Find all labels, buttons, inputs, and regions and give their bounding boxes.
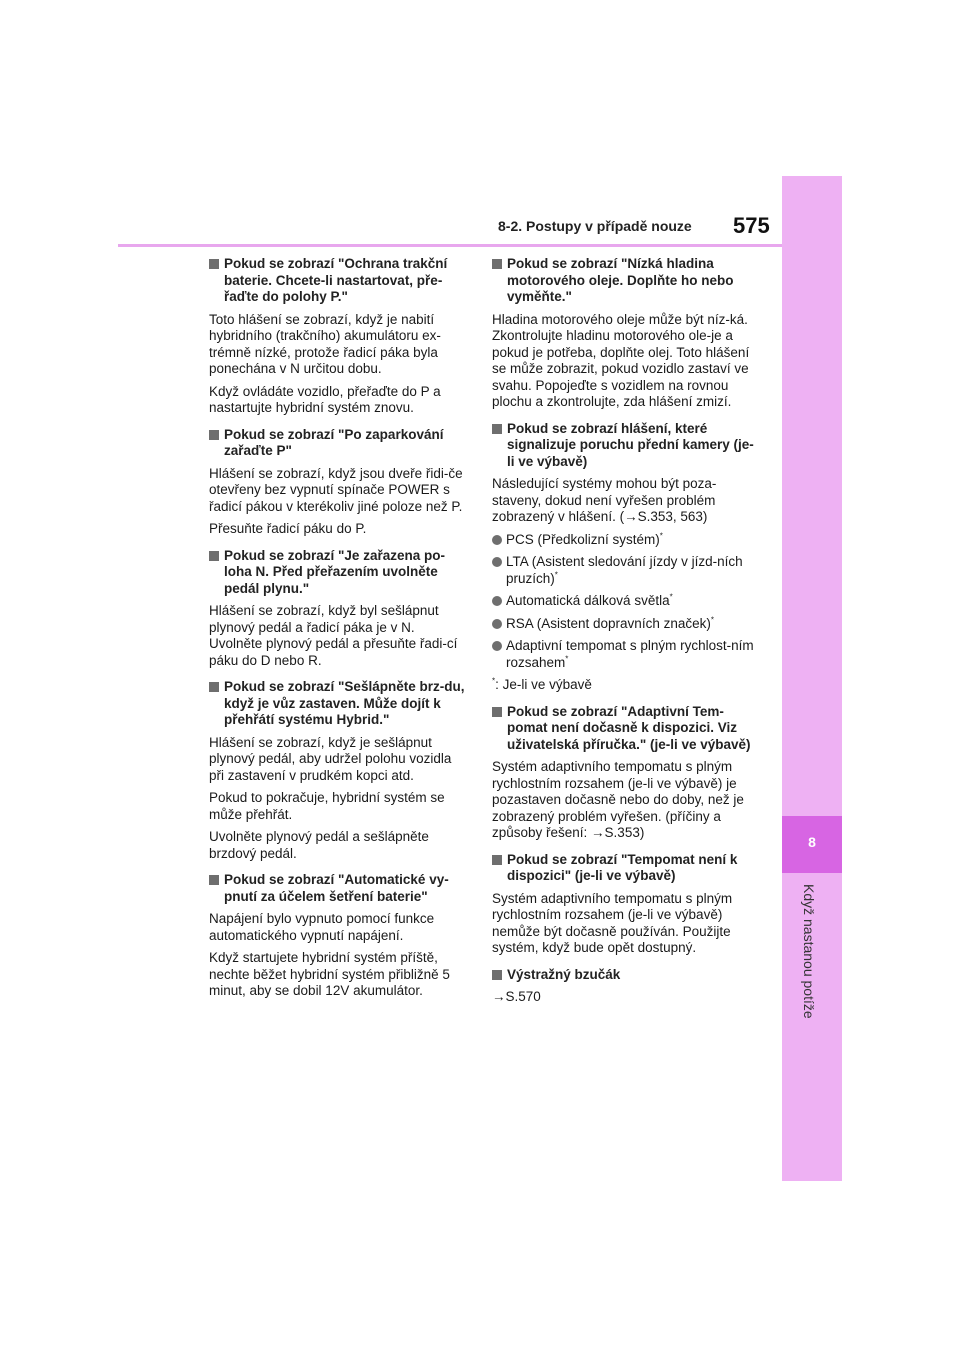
section-heading: Pokud se zobrazí "Automatické vy-pnutí za účelem šetření baterie" (209, 872, 467, 905)
list-item: Automatická dálková světla* (492, 593, 754, 610)
header-divider (118, 244, 782, 247)
paragraph: Hlášení se zobrazí, když je sešlápnut plynový pedál, aby udržel polohu vozidla při zastavení v prudkém kopci atd. (209, 734, 452, 783)
paragraph: Když startujete hybridní systém příště, nechte běžet hybridní systém přibližně 5 minut, aby se dobil 12V akumulátor. (209, 950, 450, 998)
paragraph: Hlášení se zobrazí, když jsou dveře řidi-če otevřeny bez vypnutí spínače POWER s řadicí pákou v kterékoliv jiné poloze než P. (209, 465, 463, 514)
square-bullet-icon (209, 259, 219, 269)
list-item: Adaptivní tempomat s plným rychlost-ním rozsahem* (492, 638, 754, 671)
page-number: 575 (733, 213, 770, 238)
page-reference: →S.570 (492, 989, 541, 1004)
list-item: RSA (Asistent dopravních značek)* (492, 616, 754, 633)
circle-bullet-icon (492, 557, 502, 567)
chapter-number-box (782, 816, 842, 873)
square-bullet-icon (492, 855, 502, 865)
section-heading: Pokud se zobrazí "Nízká hladina motorového oleje. Doplňte ho nebo vyměňte." (492, 256, 754, 306)
section-heading: Pokud se zobrazí "Sešlápněte brz-du, když je vůz zastaven. Může dojít k přehřátí systému Hybrid." (209, 679, 467, 729)
square-bullet-icon (492, 970, 502, 980)
circle-bullet-icon (492, 596, 502, 606)
paragraph: Napájení bylo vypnuto pomocí funkce automatického vypnutí napájení. (209, 911, 435, 943)
section-heading: Pokud se zobrazí "Adaptivní Tem-pomat není dočasně k dispozici. Viz uživatelská příručka." (je-li ve výbavě) (492, 704, 754, 754)
square-bullet-icon (492, 424, 502, 434)
chapter-side-tab (782, 176, 842, 1181)
square-bullet-icon (209, 875, 219, 885)
paragraph: Pokud to pokračuje, hybridní systém se může přehřát. (209, 790, 445, 822)
list-item: PCS (Předkolizní systém)* (492, 532, 754, 549)
paragraph: Systém adaptivního tempomatu s plným rychlostním rozsahem (je-li ve výbavě) je pozastaven dočasně nebo do doby, než je zobrazený problém vyřešen. (příčiny a způsoby řešení: →S.353) (492, 759, 744, 840)
square-bullet-icon (209, 682, 219, 692)
circle-bullet-icon (492, 641, 502, 651)
square-bullet-icon (492, 259, 502, 269)
circle-bullet-icon (492, 535, 502, 545)
section-title: 8-2. Postupy v případě nouze (498, 218, 692, 234)
square-bullet-icon (492, 707, 502, 717)
list-item: LTA (Asistent sledování jízdy v jízd-ních pruzích)* (492, 554, 754, 587)
square-bullet-icon (209, 430, 219, 440)
paragraph: Hlášení se zobrazí, když byl sešlápnut plynový pedál a řadicí páka je v N. Uvolněte plynový pedál a přesuňte řadi-cí páku do D nebo R. (209, 603, 458, 668)
paragraph: Hladina motorového oleje může být níz-ká. Zkontrolujte hladinu motorového ole-je a pokud je potřeba, doplňte olej. Toto hlášení se může zobrazit, pokud vozidlo zastaví ve svahu. Popojeďte s vozidlem na rovnou plochu a zkontrolujte, zda hlášení zmizí. (492, 311, 750, 409)
chapter-title: Když nastanou potíže (801, 884, 817, 1019)
paragraph: Když ovládáte vozidlo, přeřaďte do P a nastartujte hybridní systém znovu. (209, 383, 441, 415)
right-column (492, 256, 754, 1012)
paragraph: Toto hlášení se zobrazí, když je nabití hybridního (trakčního) akumulátoru ex-trémně nízké, protože řadicí páka byla ponechána v N určitou dobu. (209, 311, 441, 376)
section-heading: Pokud se zobrazí "Tempomat není k dispozici" (je-li ve výbavě) (492, 852, 754, 885)
paragraph: Systém adaptivního tempomatu s plným rychlostním rozsahem (je-li ve výbavě) nemůže být dočasně používán. Použijte systém, když bude opět dostupný. (492, 890, 733, 955)
section-heading: Pokud se zobrazí "Je zařazena po-loha N. Před přeřazením uvolněte pedál plynu." (209, 548, 467, 598)
section-heading: Výstražný bzučák (492, 967, 754, 984)
chapter-number: 8 (808, 834, 816, 850)
paragraph: Uvolněte plynový pedál a sešlápněte brzdový pedál. (209, 829, 429, 861)
paragraph: Přesuňte řadicí páku do P. (209, 521, 367, 536)
section-heading: Pokud se zobrazí hlášení, které signalizuje poruchu přední kamery (je-li ve výbavě) (492, 421, 754, 471)
square-bullet-icon (209, 551, 219, 561)
section-heading: Pokud se zobrazí "Po zaparkování zařaďte P" (209, 427, 467, 460)
footnote: *: Je-li ve výbavě (492, 676, 592, 692)
section-heading: Pokud se zobrazí "Ochrana trakční baterie. Chcete-li nastartovat, pře-řaďte do polohy P." (209, 256, 467, 306)
left-column (209, 256, 467, 1006)
circle-bullet-icon (492, 619, 502, 629)
paragraph: Následující systémy mohou být poza-staveny, dokud není vyřešen problém zobrazený v hlášení. (→S.353, 563) (492, 476, 717, 524)
